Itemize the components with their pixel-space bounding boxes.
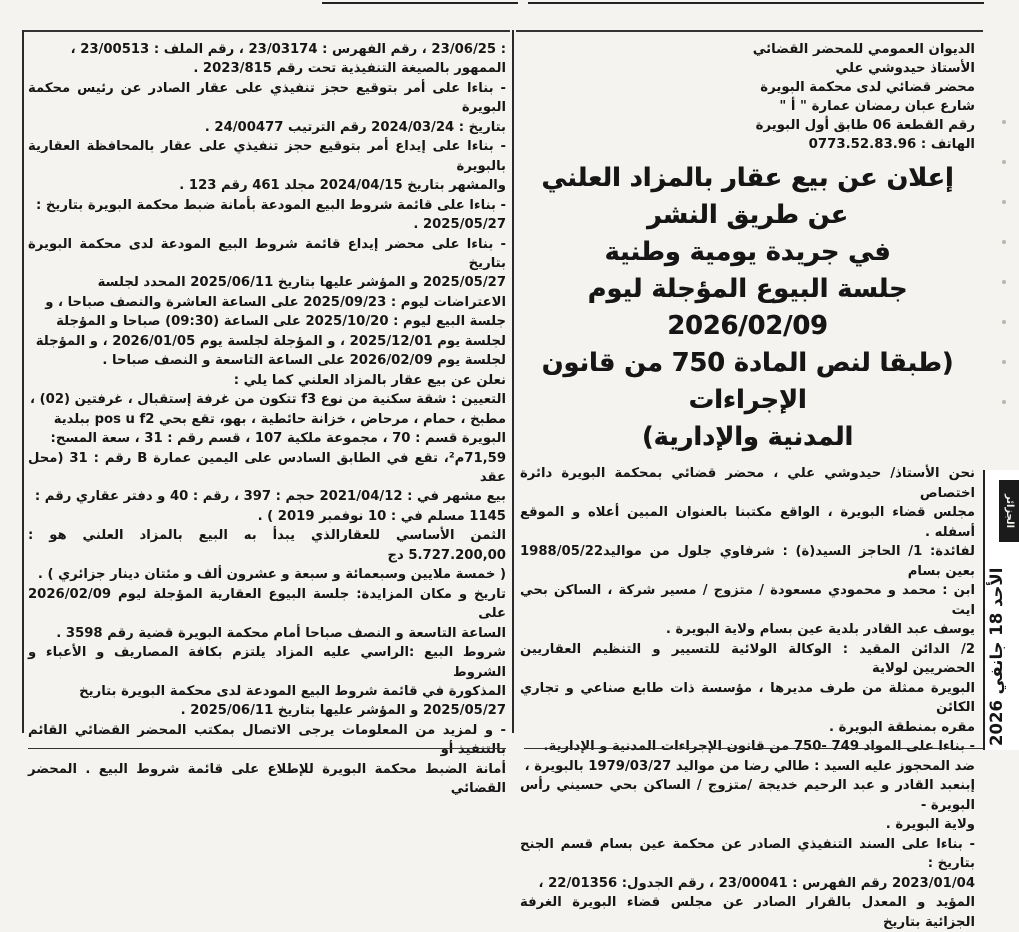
body-line: ولاية البويرة . xyxy=(885,817,975,832)
body-line: ابن : محمد و محمودي مسعودة / متزوج / مسير شركة ، الساكن بحي ايت xyxy=(520,583,975,618)
body-line: ضد المحجوز عليه السيد : طالي رضا من مواليد 1979/03/27 بالبويرة ، xyxy=(524,758,975,774)
body-line: المذكورة في قائمة شروط البيع المودعة لدى محكمة البويرة بتاريخ xyxy=(79,683,506,699)
body-line: لفائدة: 1/ الحاجز السيد(ة) : شرفاوي جلول من مواليد1988/05/22 بعين بسام xyxy=(520,544,975,579)
header-line: رقم القطعة 06 طابق أول البويرة xyxy=(755,118,975,133)
body-line: البويرة قسم : 70 ، مجموعة ملكية 107 ، قسم رقم : 31 ، سعة المسح: xyxy=(50,431,506,447)
notice-left-column xyxy=(28,40,506,799)
body-line: 2025/05/27 و المؤشر عليها بتاريخ 2025/06/11 . xyxy=(180,703,506,719)
body-line: 2025/05/27 . xyxy=(413,217,506,233)
body-line: - بناءا على إيداع أمر بتوقيع حجز تنفيذي على عقار بالمحافظة العقارية بالبويرة xyxy=(28,139,506,174)
body-line: مجلس قضاء البويرة ، الواقع مكتبنا بالعنوان المبين أعلاه و الموقع أسفله . xyxy=(520,505,975,540)
top-rule xyxy=(528,2,984,4)
body-line: 71,59م²، تقع في الطابق السادس على اليمين عمارة B رقم : 31 (محل عقد xyxy=(28,450,506,485)
body-line: ( خمسة ملايين وسبعمائة و سبعة و عشرون ألف و مئتان دينار جزائري ) . xyxy=(37,567,506,583)
body-line: - بناءا على محضر إيداع قائمة شروط البيع المودعة لدى محكمة البويرة بتاريخ xyxy=(28,236,506,271)
notice-body-right xyxy=(520,464,975,932)
top-rule xyxy=(322,2,518,4)
body-line: : 23/06/25 ، رقم الفهرس : 23/03174 ، رقم الملف : 23/00513 ، xyxy=(70,42,506,57)
body-line: نعلن عن بيع عقار بالمزاد العلني كما يلي : xyxy=(233,372,506,388)
body-line: البويرة ممثلة من طرف مديرها ، مؤسسة ذات طابع صناعي و تجاري الكائن xyxy=(520,680,975,715)
body-line: الممهور بالصيغة التنفيذية تحت رقم 2023/815 . xyxy=(193,61,506,77)
body-line: بتاريخ : 2024/03/24 رقم الترتيب 24/00477 . xyxy=(204,119,506,135)
body-line: 1145 مسلم في : 10 نوفمبر 2019 ) . xyxy=(257,508,506,524)
body-line: بيع مشهر في : 2021/04/12 حجم : 397 ، رقم : 40 و دفتر عقاري رقم : xyxy=(34,489,506,505)
headline-line: المدنية والإدارية) xyxy=(641,422,854,452)
body-line: تاريخ و مكان المزايدة: جلسة البيوع العقارية المؤجلة ليوم 2026/02/09 على xyxy=(28,586,506,622)
bottom-rule xyxy=(524,748,984,759)
column-divider xyxy=(22,30,24,733)
body-line: مقره بمنطقة البويرة . xyxy=(828,719,975,735)
body-line: مطبخ ، حمام ، مرحاض ، خزانة حائطية ، بهو، تقع بحي pos u f2 ببلدية xyxy=(53,411,506,427)
body-line: المؤيد و المعدل بالقرار الصادر عن مجلس قضاء البويرة الغرفة الجزائية بتاريخ xyxy=(520,895,975,930)
frame-rule xyxy=(22,30,510,32)
body-line: - بناءا على أمر بتوقيع حجز تنفيذي على عقار الصادر عن رئيس محكمة البويرة xyxy=(28,80,506,116)
auction-headline xyxy=(520,160,975,456)
header-line: الديوان العمومي للمحضر القضائي xyxy=(752,42,975,57)
frame-rule xyxy=(516,30,983,32)
header-line: الأستاذ حيدوشي علي xyxy=(835,61,975,76)
headline-line: في جريدة يومية وطنية xyxy=(604,237,891,267)
bottom-rule xyxy=(28,748,506,759)
body-line: نحن الأستاذ/ حيدوشي علي ، محضر قضائي بمحكمة البويرة دائرة اختصاص xyxy=(520,466,975,501)
body-line: الاعتراضات ليوم : 2025/09/23 على الساعة العاشرة والنصف صباحا ، و xyxy=(45,294,506,310)
body-line: الساعة التاسعة و النصف صباحا أمام محكمة البويرة قضية رقم 3598 . xyxy=(56,625,506,641)
body-line: والمشهر بتاريخ 2024/04/15 مجلد 461 رقم 123 . xyxy=(179,178,506,194)
body-line: - بناءا على المواد 749 -750 من قانون الإجراءات المدنية و الإدارية. xyxy=(543,739,975,754)
body-line: 2/ الدائن المقيد : الوكالة الولائية للتسيير و التنظيم العقاريين الحضريين لولاية xyxy=(520,641,975,676)
body-line: يوسف عبد القادر بلدية عين بسام ولاية البويرة . xyxy=(665,622,975,637)
issue-date-strip xyxy=(983,470,1019,750)
body-line: إبنعبد القادر و عبد الرحيم خديجة /متزوج / الساكن بحي حسيني رأس البويرة - xyxy=(520,778,975,813)
binding-marks xyxy=(1002,120,1012,420)
headline-line: (طبقا لنص المادة 750 من قانون الإجراءات xyxy=(541,348,954,415)
newspaper-logo: الجزائر xyxy=(999,480,1019,542)
header-line: شارع عبان رمضان عمارة " أ " xyxy=(779,99,975,114)
body-line: الثمن الأساسي للعقارالذي يبدأ به البيع بالمزاد العلني هو : 5.727.200,00 دج xyxy=(28,528,506,563)
bailiff-office-header xyxy=(520,40,975,154)
header-line: الهاتف : 0773.52.83.96 xyxy=(808,137,975,152)
body-line: 2025/05/27 و المؤشر عليها بتاريخ 2025/06/11 المحدد لجلسة xyxy=(97,275,506,291)
body-line: لجلسة يوم 2025/12/01 ، و المؤجلة لجلسة يوم 2026/01/05 ، و المؤجلة xyxy=(35,333,506,349)
body-line: - بناءا على السند التنفيذي الصادر عن محكمة عين بسام قسم الجنح بتاريخ : xyxy=(520,836,975,871)
headline-line: جلسة البيوع المؤجلة ليوم 2026/02/09 xyxy=(587,274,908,341)
headline-line: إعلان عن بيع عقار بالمزاد العلني عن طريق النشر xyxy=(541,163,954,230)
body-line: لجلسة يوم 2026/02/09 على الساعة التاسعة و النصف صباحا . xyxy=(102,353,506,369)
body-line: التعيين : شقة سكنية من نوع f3 تتكون من غرفة إستقبال ، غرفتين (02) ، xyxy=(30,392,506,408)
issue-date: الأحد 18 جانفي 2026 xyxy=(987,567,1006,746)
body-line: 2023/01/04 رقم الفهرس : 23/00041 ، رقم الجدول: 22/01356 ، xyxy=(538,875,975,891)
body-line: - و لمزيد من المعلومات يرجى الاتصال بمكتب المحضر القضائي القائم بالتنفيذ أو xyxy=(28,722,506,758)
body-line: أمانة الضبط محكمة البويرة للإطلاع على قائمة شروط البيع . المحضر القضائي xyxy=(28,761,506,797)
body-line: جلسة البيع ليوم : 2025/10/20 على الساعة (09:30) صباحا و المؤجلة xyxy=(56,314,506,330)
body-line: شروط البيع :الراسي عليه المزاد يلتزم بكافة المصاريف و الأعباء و الشروط xyxy=(28,645,506,680)
column-divider xyxy=(512,30,514,733)
header-line: محضر قضائي لدى محكمة البويرة xyxy=(760,80,975,95)
body-line: - بناءا على قائمة شروط البيع المودعة بأمانة ضبط محكمة البويرة بتاريخ : xyxy=(36,197,506,213)
notice-right-column xyxy=(520,40,975,932)
